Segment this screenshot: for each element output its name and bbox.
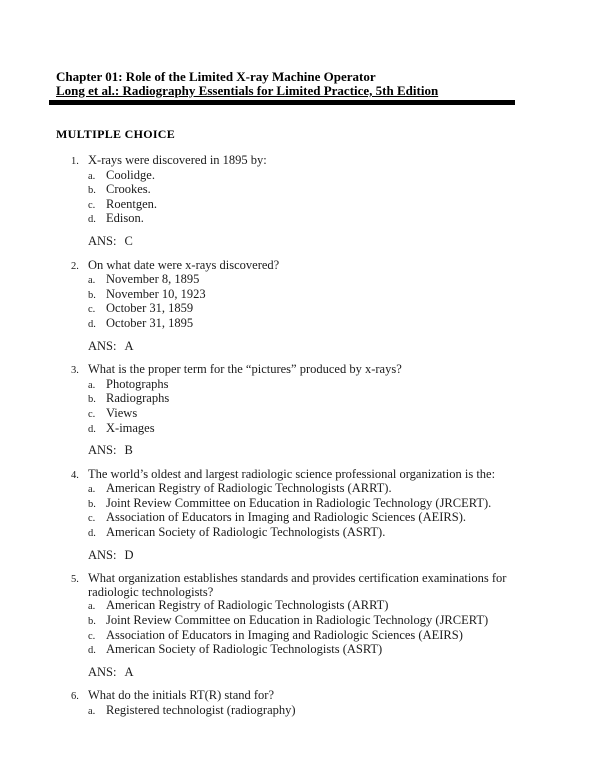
- option-row: [88, 407, 554, 422]
- question-text: What do the initials RT(R) stand for?: [88, 688, 275, 703]
- option-row: [88, 183, 554, 198]
- answer-value: A: [124, 338, 134, 353]
- answer-line: [88, 549, 554, 563]
- option-text: Roentgen.: [106, 196, 158, 211]
- chapter-title: Chapter 01: Role of the Limited X-ray Machine Operator: [56, 69, 376, 84]
- option-letter: c.: [88, 630, 96, 642]
- question-head: [71, 689, 554, 704]
- question-block: [71, 572, 554, 679]
- answer-line: [88, 235, 554, 249]
- question-number: 5.: [71, 574, 79, 586]
- option-row: [88, 288, 554, 303]
- option-letter: a.: [88, 379, 96, 391]
- option-row: [88, 273, 554, 288]
- option-text: Association of Educators in Imaging and Radiologic Sciences (AEIRS).: [106, 510, 466, 525]
- option-text: Association of Educators in Imaging and Radiologic Sciences (AEIRS): [106, 627, 463, 642]
- option-row: [88, 378, 554, 393]
- answer-label: ANS:: [88, 338, 117, 353]
- option-row: [88, 198, 554, 213]
- option-row: [88, 212, 554, 227]
- question-block: [71, 689, 554, 718]
- option-letter: b.: [88, 616, 96, 628]
- option-row: [88, 482, 554, 497]
- question-block: [71, 363, 554, 458]
- question-text: X-rays were discovered in 1895 by:: [88, 153, 267, 167]
- answer-value: A: [124, 664, 134, 679]
- question-block: [71, 468, 554, 563]
- option-text: Joint Review Committee on Education in Radiologic Technology (JRCERT).: [106, 495, 492, 510]
- option-text: Crookes.: [106, 182, 151, 197]
- options-list: [88, 704, 554, 719]
- option-row: [88, 704, 554, 719]
- option-text: Photographs: [106, 376, 169, 391]
- option-text: Edison.: [106, 211, 144, 226]
- section-heading: MULTIPLE CHOICE: [56, 127, 176, 141]
- option-row: [88, 302, 554, 317]
- option-text: November 10, 1923: [106, 286, 206, 301]
- option-text: Radiographs: [106, 391, 170, 406]
- option-row: [88, 511, 554, 526]
- option-text: American Registry of Radiologic Technologists (ARRT): [106, 598, 389, 613]
- option-letter: c.: [88, 304, 96, 316]
- option-text: X-images: [106, 420, 155, 435]
- option-row: [88, 526, 554, 541]
- answer-line: [88, 444, 554, 458]
- option-text: November 8, 1895: [106, 272, 200, 287]
- question-head: [71, 259, 554, 274]
- option-letter: d.: [88, 318, 96, 330]
- option-text: American Registry of Radiologic Technologists (ARRT).: [106, 481, 392, 496]
- option-letter: d.: [88, 645, 96, 657]
- options-list: [88, 378, 554, 436]
- option-letter: b.: [88, 394, 96, 406]
- answer-label: ANS:: [88, 664, 117, 679]
- question-text: What is the proper term for the “pictures” produced by x-rays?: [88, 362, 402, 377]
- options-list: [88, 599, 554, 657]
- question-number: 4.: [71, 469, 79, 481]
- option-text: American Society of Radiologic Technologists (ASRT).: [106, 525, 386, 540]
- answer-value: D: [124, 547, 134, 562]
- document-header: [56, 70, 540, 98]
- answer-label: ANS:: [88, 443, 117, 458]
- option-text: Joint Review Committee on Education in Radiologic Technology (JRCERT): [106, 613, 489, 628]
- option-letter: d.: [88, 423, 96, 435]
- answer-value: B: [124, 443, 133, 458]
- question-list: [71, 154, 554, 719]
- option-text: Coolidge.: [106, 167, 155, 182]
- book-title: Long et al.: Radiography Essentials for Limited Practice, 5th Edition: [56, 83, 439, 98]
- option-text: October 31, 1895: [106, 315, 194, 330]
- option-row: [88, 169, 554, 184]
- question-head: [71, 468, 554, 483]
- option-text: Registered technologist (radiography): [106, 703, 296, 717]
- option-row: [88, 629, 554, 644]
- option-text: October 31, 1859: [106, 301, 194, 316]
- answer-label: ANS:: [88, 547, 117, 562]
- option-letter: d.: [88, 214, 96, 226]
- option-letter: c.: [88, 199, 96, 211]
- option-row: [88, 497, 554, 512]
- option-row: [88, 317, 554, 332]
- question-head: [71, 363, 554, 378]
- option-letter: a.: [88, 275, 96, 287]
- option-row: [88, 392, 554, 407]
- answer-line: [88, 666, 554, 680]
- option-letter: d.: [88, 528, 96, 540]
- option-letter: b.: [88, 289, 96, 301]
- option-row: [88, 643, 554, 658]
- question-text: The world’s oldest and largest radiologic science professional organization is the:: [88, 466, 496, 481]
- options-list: [88, 482, 554, 540]
- question-text: On what date were x-rays discovered?: [88, 257, 280, 272]
- header-divider: [49, 100, 515, 105]
- option-letter: c.: [88, 408, 96, 420]
- answer-label: ANS:: [88, 233, 117, 248]
- question-number: 2.: [71, 260, 79, 272]
- question-head: [71, 572, 554, 599]
- answer-line: [88, 340, 554, 354]
- question-head: [71, 154, 554, 169]
- question-block: [71, 154, 554, 249]
- question-block: [71, 259, 554, 354]
- option-row: [88, 599, 554, 614]
- question-number: 6.: [71, 691, 79, 703]
- question-number: 1.: [71, 156, 79, 167]
- question-text: What organization establishes standards and provides certification examinations for radiologic technologists?: [88, 571, 507, 599]
- option-letter: a.: [88, 601, 96, 613]
- option-letter: c.: [88, 513, 96, 525]
- option-letter: b.: [88, 185, 96, 197]
- option-row: [88, 614, 554, 629]
- answer-value: C: [124, 233, 133, 248]
- options-list: [88, 169, 554, 227]
- option-letter: a.: [88, 706, 96, 717]
- options-list: [88, 273, 554, 331]
- option-letter: a.: [88, 170, 96, 182]
- option-letter: b.: [88, 498, 96, 510]
- option-row: [88, 422, 554, 437]
- option-text: Views: [106, 405, 138, 420]
- option-letter: a.: [88, 484, 96, 496]
- option-text: American Society of Radiologic Technologists (ASRT): [106, 642, 383, 657]
- question-number: 3.: [71, 365, 79, 377]
